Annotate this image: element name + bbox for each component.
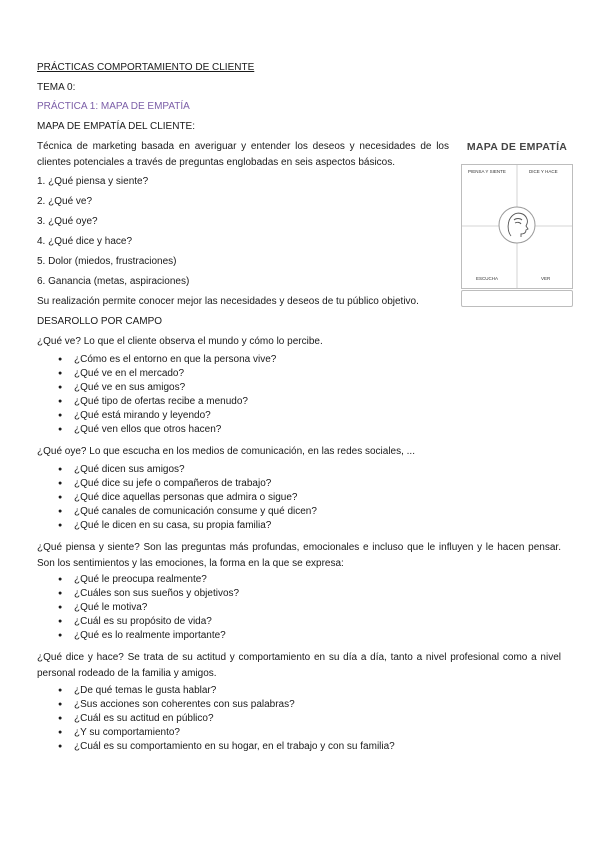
list-item: ● ¿Y su comportamiento? bbox=[37, 726, 395, 740]
list-item: ● ¿Cuál es su actitud en público? bbox=[37, 712, 395, 726]
list-item: ● ¿Cuál es su propósito de vida? bbox=[37, 615, 239, 629]
quadrant-ver-label: VER bbox=[541, 276, 551, 281]
list-item: ● ¿Cómo es el entorno en que la persona vive? bbox=[37, 353, 276, 367]
list-item: ● ¿Cuál es su comportamiento en su hogar, en el trabajo y con su familia? bbox=[37, 740, 395, 754]
list-item: ● ¿Sus acciones son coherentes con sus palabras? bbox=[37, 698, 395, 712]
aspect-item: 6. Ganancia (metas, aspiraciones) bbox=[37, 276, 190, 287]
list-item: ● ¿Qué canales de comunicación consume y qué dicen? bbox=[37, 505, 317, 519]
aspect-item: 3. ¿Qué oye? bbox=[37, 216, 98, 227]
list-item: ● ¿De qué temas le gusta hablar? bbox=[37, 684, 395, 698]
list-item: ● ¿Qué está mirando y leyendo? bbox=[37, 409, 276, 423]
quadrant-piensa-label: PIENSA Y SIENTE bbox=[468, 169, 506, 174]
oye-list bbox=[37, 463, 317, 533]
oye-heading: ¿Qué oye? Lo que escucha en los medios de comunicación, en las redes sociales, ... bbox=[37, 446, 415, 457]
section-heading: MAPA DE EMPATÍA DEL CLIENTE: bbox=[37, 121, 196, 132]
list-item: ● ¿Qué le motiva? bbox=[37, 601, 239, 615]
aspect-item: 2. ¿Qué ve? bbox=[37, 196, 93, 207]
aspect-item: 5. Dolor (miedos, frustraciones) bbox=[37, 256, 177, 267]
dice-paragraph: ¿Qué dice y hace? Se trata de su actitud y comportamiento en su día a día, tanto a nivel profesional como a nivel personal rodeado de la familia y amigos. bbox=[37, 652, 561, 679]
empathy-map-title: MAPA DE EMPATÍA bbox=[466, 141, 568, 153]
aspect-item: 1. ¿Qué piensa y siente? bbox=[37, 176, 149, 187]
intro-paragraph: Técnica de marketing basada en averiguar y entender los deseos y necesidades de los clientes potenciales a través de preguntas englobadas en seis aspectos básicos. bbox=[37, 141, 449, 168]
empathy-map-diagram bbox=[462, 165, 572, 288]
list-item: ● ¿Cuáles son sus sueños y objetivos? bbox=[37, 587, 239, 601]
quadrant-dice-label: DICE Y HACE bbox=[529, 169, 558, 174]
piensa-list bbox=[37, 573, 239, 643]
summary-text: Su realización permite conocer mejor las necesidades y deseos de tu público objetivo. bbox=[37, 296, 419, 307]
list-item: ● ¿Qué dice su jefe o compañeros de trabajo? bbox=[37, 477, 317, 491]
list-item: ● ¿Qué le dicen en su casa, su propia familia? bbox=[37, 519, 317, 533]
empathy-map-grid bbox=[461, 164, 573, 289]
document-title: PRÁCTICAS COMPORTAMIENTO DE CLIENTE bbox=[37, 62, 255, 73]
piensa-paragraph: ¿Qué piensa y siente? Son las preguntas más profundas, emocionales e incluso que le influyen y le hacen pensar. Son los sentimientos y las emociones, la forma en la que se expresa: bbox=[37, 542, 561, 569]
practica-heading: PRÁCTICA 1: MAPA DE EMPATÍA bbox=[37, 101, 190, 112]
list-item: ● ¿Qué ven ellos que otros hacen? bbox=[37, 423, 276, 437]
tema-label: TEMA 0: bbox=[37, 82, 76, 93]
ve-heading: ¿Qué ve? Lo que el cliente observa el mundo y cómo lo percibe. bbox=[37, 336, 323, 347]
empathy-map-bottom-bar bbox=[461, 290, 573, 307]
list-item: ● ¿Qué le preocupa realmente? bbox=[37, 573, 239, 587]
list-item: ● ¿Qué ve en sus amigos? bbox=[37, 381, 276, 395]
empathy-map-image bbox=[461, 137, 573, 307]
dice-list bbox=[37, 684, 395, 754]
desarollo-heading: DESAROLLO POR CAMPO bbox=[37, 316, 163, 327]
list-item: ● ¿Qué es lo realmente importante? bbox=[37, 629, 239, 643]
list-item: ● ¿Qué tipo de ofertas recibe a menudo? bbox=[37, 395, 276, 409]
list-item: ● ¿Qué dice aquellas personas que admira o sigue? bbox=[37, 491, 317, 505]
list-item: ● ¿Qué ve en el mercado? bbox=[37, 367, 276, 381]
ve-list bbox=[37, 353, 276, 437]
aspect-item: 4. ¿Qué dice y hace? bbox=[37, 236, 133, 247]
list-item: ● ¿Qué dicen sus amigos? bbox=[37, 463, 317, 477]
quadrant-escucha-label: ESCUCHA bbox=[476, 276, 499, 281]
